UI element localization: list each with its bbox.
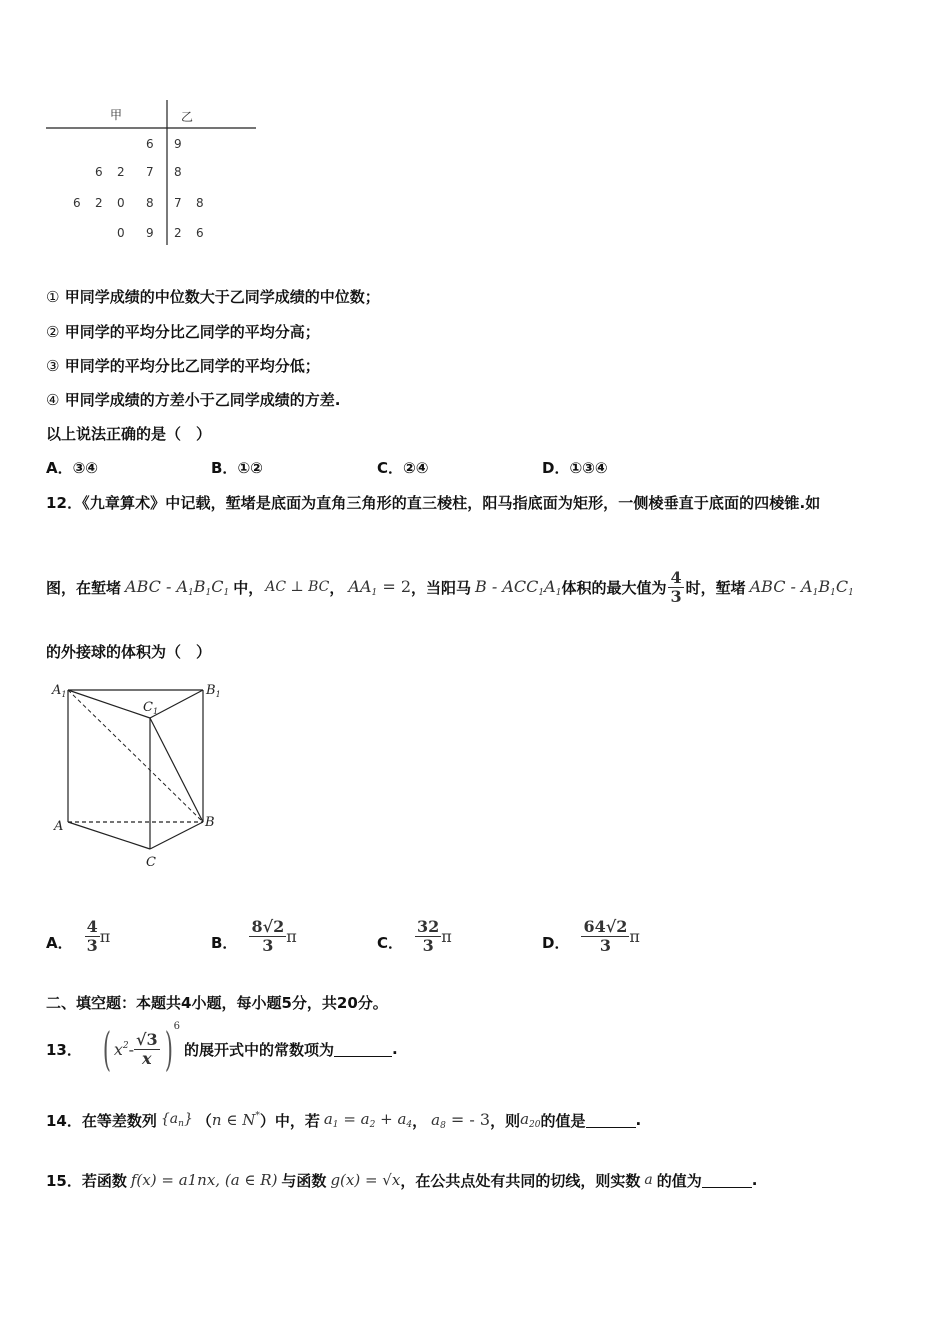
prism-part: B [193, 576, 206, 596]
q15-text: 的值为 [656, 1171, 702, 1190]
option-text: ①③④ [569, 459, 608, 477]
q15-text: 15．若函数 [46, 1171, 127, 1190]
q12-line2 [46, 567, 854, 606]
header-jia: 甲 [110, 108, 123, 122]
statement-text: 甲同学成绩的方差小于乙同学成绩的方差. [64, 391, 341, 409]
vertex-label-c1: $C_1$ [143, 700, 159, 716]
statement-text: 甲同学的平均分比乙同学的平均分高； [64, 323, 320, 341]
exponent: 2 [122, 1040, 129, 1051]
q12-text: 图，在堑堵 [46, 578, 122, 597]
subscript: 8 [440, 1120, 446, 1131]
fraction-denominator: 3 [422, 935, 434, 955]
fraction-denominator: 3 [262, 935, 274, 955]
function-f: f(x) = a1nx, (a ∈ R) [130, 1171, 278, 1189]
edge-a1c1 [68, 690, 150, 718]
leaf-right: 9 [174, 137, 182, 151]
subscript: 1 [223, 587, 230, 598]
pi-symbol: π [99, 926, 111, 946]
subscript: 1 [848, 587, 854, 598]
option-fraction [249, 918, 286, 955]
q12-text: ，当阳马 [411, 578, 472, 597]
option-label: D． [542, 459, 570, 477]
q12-text: 时，堑堵 [685, 578, 746, 597]
q12-option-d[interactable] [542, 913, 640, 959]
statement-mark: ③ [46, 357, 60, 375]
pyramid-name [475, 577, 561, 598]
minus-sign: - [128, 1039, 134, 1059]
vertex-label-b: B [205, 815, 215, 830]
leaf-left: 2 [95, 196, 103, 210]
condition-1 [324, 1110, 412, 1130]
stem: 7 [146, 165, 154, 179]
stem-leaf-lines [40, 95, 270, 255]
option-text: ②④ [403, 459, 429, 477]
sqrt3-over-x [134, 1031, 160, 1068]
edge-cb [150, 822, 203, 849]
statement-text: 甲同学的平均分比乙同学的平均分低； [64, 357, 320, 375]
edge-condition [348, 577, 411, 598]
option-label: B． [211, 933, 238, 952]
q13 [46, 1021, 398, 1077]
equation-part: = a [343, 1110, 370, 1128]
stem: 8 [146, 196, 154, 210]
subscript: n [178, 1119, 184, 1129]
subscript: 1 [830, 587, 836, 598]
statement-mark: ① [46, 288, 60, 306]
option-label: D． [542, 933, 570, 952]
statement-mark: ② [46, 323, 60, 341]
prism-part: C [211, 576, 224, 596]
subscript: 1 [555, 587, 562, 598]
subscript: 1 [812, 587, 819, 598]
fraction-denominator: 3 [86, 935, 98, 955]
target-term [520, 1110, 540, 1130]
q12-text: ， [329, 578, 345, 597]
subscript: 1 [188, 587, 194, 598]
answer-blank[interactable] [702, 1173, 752, 1188]
subscript: 1 [538, 587, 545, 598]
pi-symbol: π [629, 926, 640, 946]
answer-blank[interactable] [334, 1042, 392, 1057]
statement-2 [46, 321, 320, 342]
leaf-left: 6 [95, 165, 103, 179]
subscript: 1 [371, 587, 378, 598]
q12-option-a[interactable] [46, 913, 110, 959]
q15-text: . [751, 1171, 758, 1189]
prism-part: C [835, 576, 849, 596]
diagonal-c1b [150, 718, 203, 822]
q14-text: . [635, 1111, 642, 1129]
statement-4 [46, 389, 340, 410]
pyramid-part: B - ACC [475, 576, 539, 596]
leaf-right: 7 [174, 196, 182, 210]
option-fraction [581, 918, 629, 955]
prism-part: ABC - A [749, 576, 813, 596]
vertex-label-c: C [146, 855, 156, 870]
option-label: B． [211, 459, 238, 477]
leaf-right: 8 [174, 165, 182, 179]
q14-text: ，则 [490, 1111, 521, 1130]
sequence-braces: $\{a_n\}$ [160, 1111, 193, 1129]
subscript: 1 [332, 1120, 339, 1130]
fraction-numerator: 4 [670, 567, 682, 587]
q14-text: （ [196, 1111, 212, 1130]
fraction-denominator: 3 [599, 935, 611, 955]
fraction-numerator: √3 [136, 1029, 158, 1049]
stem: 6 [146, 137, 154, 151]
max-volume-fraction [668, 569, 683, 606]
leaf-right: 2 [174, 226, 182, 240]
pi-symbol: π [441, 926, 452, 946]
q12-option-b[interactable] [211, 913, 297, 959]
condition-2 [431, 1110, 490, 1131]
leaf-left: 6 [73, 196, 81, 210]
edge-ac [68, 822, 150, 849]
q11-option-a[interactable] [46, 457, 98, 478]
fraction-denominator: 3 [670, 586, 682, 606]
option-label: A． [46, 933, 73, 952]
option-label: C． [377, 933, 404, 952]
q12-option-c[interactable] [377, 913, 452, 959]
q14-text: 14．在等差数列 [46, 1111, 157, 1130]
subscript: 2 [369, 1120, 376, 1130]
fraction-numerator: 8√2 [251, 916, 285, 936]
fraction-denominator: x [142, 1048, 152, 1068]
q12-line1: 12．《九章算术》中记载，堑堵是底面为直角三角形的直三棱柱，阳马指底面为矩形，一侧棱垂直于底面的四棱锥.如 [46, 494, 821, 512]
edge-name: AA [348, 576, 372, 596]
subscript: 1 [205, 587, 212, 598]
leaf-left: 0 [117, 196, 125, 210]
leaf-left: 2 [117, 165, 125, 179]
fraction-numerator: 32 [417, 916, 440, 936]
domain-text: n ∈ N [211, 1111, 256, 1129]
subscript: 4 [406, 1120, 413, 1130]
edge-value: = 2 [377, 576, 412, 596]
diagonal-a1b-hidden [68, 690, 203, 822]
prism-name [750, 577, 854, 598]
q12-line3: 的外接球的体积为（ ） [46, 643, 212, 661]
q11-prompt: 以上说法正确的是（ ） [46, 425, 212, 443]
header-yi: 乙 [181, 110, 194, 124]
q11-option-d[interactable] [542, 457, 608, 478]
leaf-right: 6 [196, 226, 204, 240]
vertex-label-a1: $A_1$ [52, 683, 67, 699]
q11-option-c[interactable] [377, 457, 428, 478]
vertex-label-b1: $B_1$ [206, 683, 221, 699]
prism-figure [40, 675, 240, 875]
fraction-numerator: 4 [86, 916, 98, 936]
subscript: 20 [529, 1120, 541, 1130]
q15 [46, 1162, 757, 1198]
pyramid-part: A [544, 576, 556, 596]
q13-text: 的展开式中的常数项为 [183, 1040, 334, 1059]
option-fraction [415, 918, 441, 955]
binomial-term [114, 1040, 129, 1059]
option-label: A． [46, 459, 73, 477]
left-paren: ( [102, 1022, 111, 1076]
prism-name [125, 577, 229, 598]
statement-1 [46, 286, 380, 307]
superscript: * [255, 1111, 260, 1121]
q15-text: ，在公共点处有共同的切线，则实数 [400, 1171, 641, 1190]
sequence-var: a [169, 1111, 179, 1127]
option-fraction [85, 918, 100, 955]
prism-part: ABC - A [125, 576, 188, 596]
leaf-right: 8 [196, 196, 204, 210]
function-g: g(x) = √x [330, 1171, 401, 1189]
variable-a: a [644, 1172, 653, 1188]
pi-symbol: π [286, 926, 297, 946]
q13-text: . [392, 1040, 398, 1058]
q15-text: 与函数 [281, 1171, 327, 1190]
var: a [323, 1110, 333, 1128]
prism-part: B [818, 576, 831, 596]
question-number: 13． [46, 1040, 82, 1059]
var: a [520, 1110, 530, 1128]
variable: x [113, 1039, 123, 1059]
fraction-numerator: 64√2 [583, 916, 628, 936]
right-paren: ) [164, 1022, 173, 1076]
q14-text: ）中，若 [259, 1111, 320, 1130]
statement-3 [46, 355, 320, 376]
equation-part: = - 3 [445, 1109, 491, 1129]
stem: 9 [146, 226, 154, 240]
var: a [431, 1110, 441, 1129]
statement-text: 甲同学成绩的中位数大于乙同学成绩的中位数； [64, 288, 380, 306]
vertex-label-a: A [54, 819, 64, 834]
q12-text: 中， [233, 578, 264, 597]
section-title: 二、填空题：本题共4小题，每小题5分，共20分。 [46, 994, 388, 1012]
q12-text: 体积的最大值为 [561, 578, 667, 597]
option-text: ③④ [72, 459, 99, 477]
q14 [46, 1102, 641, 1138]
option-label: C． [377, 459, 404, 477]
q11-option-b[interactable] [211, 457, 263, 478]
option-text: ①② [237, 459, 263, 477]
perp-condition: AC ⊥ BC [265, 579, 330, 595]
equation-part: + a [380, 1110, 407, 1128]
domain-condition [212, 1111, 260, 1129]
answer-blank[interactable] [586, 1113, 636, 1128]
q14-text: ， [412, 1111, 428, 1130]
leaf-left: 0 [117, 226, 125, 240]
statement-mark: ④ [46, 391, 60, 409]
exponent: 6 [173, 1021, 180, 1032]
q14-text: 的值是 [540, 1111, 586, 1130]
